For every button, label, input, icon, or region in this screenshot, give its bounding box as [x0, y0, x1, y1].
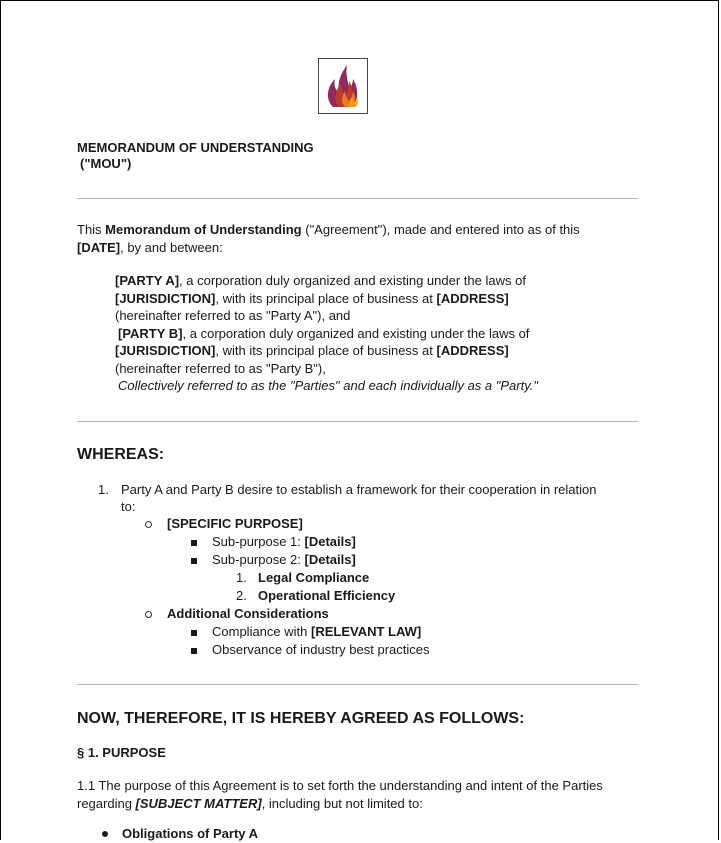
relevant-law-placeholder: [RELEVANT LAW]	[311, 624, 422, 639]
specific-purpose: [SPECIFIC PURPOSE]	[167, 516, 303, 531]
section-1-heading: § 1. PURPOSE	[77, 745, 166, 760]
sub-purpose-label: Sub-purpose 2:	[212, 552, 305, 567]
square-bullet-icon	[191, 558, 197, 564]
circle-bullet-icon	[145, 611, 152, 618]
list-item	[167, 605, 329, 623]
circle-bullet-icon	[145, 521, 152, 528]
divider	[77, 198, 638, 199]
sub-purpose-label: Sub-purpose 1:	[212, 534, 305, 549]
list-number: 1.	[236, 570, 247, 585]
purpose-line-2	[77, 795, 647, 813]
party-b-line-1	[115, 325, 585, 343]
address-placeholder: [ADDRESS]	[436, 343, 509, 358]
party-text: , a corporation duly organized and existing under the laws of	[182, 325, 530, 341]
purpose-line-1: 1.1 The purpose of this Agreement is to set forth the understanding and intent of the Parties	[77, 778, 603, 793]
party-b-line-3: (hereinafter referred to as "Party B"),	[115, 360, 326, 376]
party-a-line-2	[115, 290, 585, 308]
square-bullet-icon	[191, 540, 197, 546]
address-placeholder: [ADDRESS]	[436, 290, 509, 306]
intro-paragraph	[77, 221, 622, 257]
intro-bold: Memorandum of Understanding	[105, 222, 302, 237]
document-title	[77, 140, 314, 172]
list-item	[212, 551, 356, 569]
purpose-text: , including but not limited to:	[261, 796, 423, 811]
list-item	[258, 569, 369, 587]
flame-logo-icon	[318, 58, 368, 114]
party-b-name: [PARTY B]	[118, 325, 183, 341]
bullet-icon	[102, 831, 108, 837]
party-a-name: [PARTY A]	[115, 273, 180, 288]
parties-block	[115, 272, 585, 395]
party-text: , a corporation duly organized and existing under the laws of	[179, 273, 526, 288]
party-b-line-2	[115, 342, 585, 360]
divider	[77, 421, 638, 422]
date-placeholder: [DATE]	[77, 240, 121, 255]
divider	[77, 684, 638, 685]
jurisdiction-placeholder: [JURISDICTION]	[115, 290, 216, 306]
jurisdiction-placeholder: [JURISDICTION]	[115, 343, 216, 358]
list-item	[212, 533, 356, 551]
list-number: 2.	[236, 588, 247, 603]
legal-compliance: Legal Compliance	[258, 570, 370, 585]
square-bullet-icon	[191, 630, 197, 636]
purpose-paragraph	[77, 777, 647, 813]
list-item: Observance of industry best practices	[212, 642, 430, 657]
obligations-party-a: Obligations of Party A	[122, 826, 259, 841]
whereas-heading: WHEREAS:	[77, 446, 165, 463]
intro-text: This	[77, 222, 106, 237]
party-a-line-1	[115, 272, 585, 290]
title-line-1: MEMORANDUM OF UNDERSTANDING	[77, 140, 314, 155]
subject-matter-placeholder: [SUBJECT MATTER]	[135, 796, 262, 811]
whereas-item-1-line-1: Party A and Party B desire to establish a framework for their cooperation in relation	[121, 482, 597, 497]
list-item	[212, 623, 421, 641]
additional-considerations: Additional Considerations	[167, 606, 329, 621]
title-line-2: ("MOU")	[80, 156, 132, 171]
agreed-heading: NOW, THEREFORE, IT IS HEREBY AGREED AS FOLLOWS:	[77, 710, 525, 727]
purpose-text: regarding	[77, 796, 136, 811]
list-item	[167, 515, 303, 533]
whereas-item-1-line-2: to:	[121, 499, 136, 514]
collectively-line	[115, 377, 585, 395]
list-item	[122, 825, 258, 843]
collectively-text: Collectively referred to as the "Parties" and each individually as a "Party."	[118, 378, 538, 393]
operational-efficiency: Operational Efficiency	[258, 588, 396, 603]
intro-text: , by and between:	[120, 240, 223, 255]
party-text: , with its principal place of business at	[215, 290, 437, 306]
compliance-label: Compliance with	[212, 624, 311, 639]
intro-text: ("Agreement"), made and entered into as of this	[301, 222, 580, 237]
party-a-line-3: (hereinafter referred to as "Party A"), and	[115, 308, 351, 323]
list-number: 1.	[98, 482, 109, 497]
list-item	[258, 587, 395, 605]
party-text: , with its principal place of business at	[215, 343, 437, 358]
square-bullet-icon	[191, 648, 197, 654]
details-placeholder: [Details]	[304, 552, 356, 567]
details-placeholder: [Details]	[304, 534, 356, 549]
